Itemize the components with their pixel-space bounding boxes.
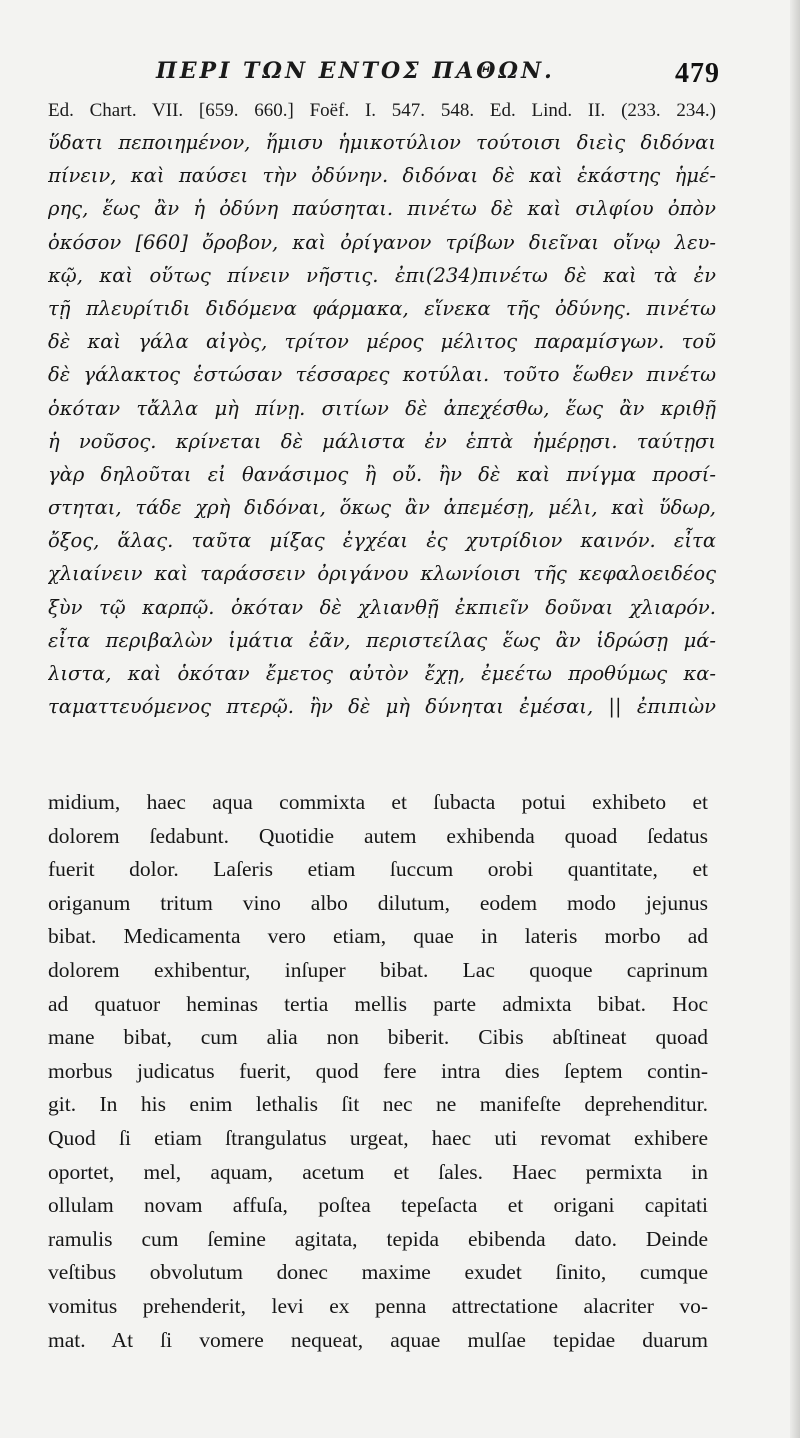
page-edge-shadow bbox=[790, 0, 800, 1438]
greek-line: ὄξος, ἅλας. ταῦτα μίξας ἐγχέαι ἐς χυτρίδιον καινόν. εἶτα bbox=[48, 529, 716, 553]
greek-line: στηται, τάδε χρὴ διδόναι, ὅκως ἂν ἀπεμέσῃ, μέλι, καὶ ὕδωρ, bbox=[48, 496, 716, 520]
greek-line: ὁκόσον [660] ὄροβον, καὶ ὀρίγανον τρίβων διεῖναι οἴνῳ λευ- bbox=[48, 230, 716, 254]
latin-text-block bbox=[48, 786, 708, 1357]
latin-line: git. In his enim lethalis ſit nec ne manifeſte deprehenditur. bbox=[48, 1092, 708, 1117]
greek-line: ὁκόταν τἄλλα μὴ πίνῃ. σιτίων δὲ ἀπεχέσθω, ἕως ἂν κριθῇ bbox=[48, 396, 716, 420]
latin-line: mane bibat, cum alia non biberit. Cibis abſtineat quoad bbox=[48, 1025, 708, 1050]
greek-line: ταματτευόμενος πτερῷ. ἢν δὲ μὴ δύνηται ἐμέσαι, || ἐπιπιὼν bbox=[48, 695, 716, 719]
greek-line: ρης, ἕως ἂν ἡ ὀδύνη παύσηται. πινέτω δὲ καὶ σιλφίου ὀπὸν bbox=[48, 197, 716, 221]
latin-line: ad quatuor heminas tertia mellis parte admixta bibat. Hoc bbox=[48, 991, 708, 1016]
edition-reference: Ed. Chart. VII. [659. 660.] Foëf. I. 547. 548. Ed. Lind. II. (233. 234.) bbox=[48, 100, 716, 121]
latin-line: dolorem exhibentur, inſuper bibat. Lac quoque caprinum bbox=[48, 957, 708, 982]
greek-line: ἡ νοῦσος. κρίνεται δὲ μάλιστα ἐν ἑπτὰ ἡμέρῃσι. ταύτῃσι bbox=[48, 429, 716, 453]
greek-line: πίνειν, καὶ παύσει τὴν ὀδύνην. διδόναι δὲ καὶ ἑκάστης ἡμέ- bbox=[48, 164, 716, 188]
latin-line: mat. At ſi vomere nequeat, aquae mulſae tepidae duarum bbox=[48, 1327, 708, 1352]
latin-line: veſtibus obvolutum donec maxime exudet ſinito, cumque bbox=[48, 1260, 708, 1285]
page-number: 479 bbox=[675, 58, 720, 89]
latin-line: Quod ſi etiam ſtrangulatus urgeat, haec uti revomat exhibere bbox=[48, 1125, 708, 1150]
greek-text-block bbox=[48, 126, 716, 723]
greek-line: ὕδατι πεποιημένον, ἥμισυ ἡμικοτύλιον τούτοισι διεὶς διδόναι bbox=[48, 131, 716, 154]
latin-line: bibat. Medicamenta vero etiam, quae in lateris morbo ad bbox=[48, 924, 708, 949]
greek-line: γὰρ δηλοῦται εἰ θανάσιμος ἢ οὔ. ἢν δὲ καὶ πνίγμα προσί- bbox=[48, 462, 716, 486]
greek-line: κῷ, καὶ οὕτως πίνειν νῆστις. ἐπι(234)πινέτω δὲ καὶ τὰ ἐν bbox=[48, 263, 716, 287]
latin-line: origanum tritum vino albo dilutum, eodem modo jejunus bbox=[48, 890, 708, 915]
latin-line: morbus judicatus fuerit, quod fere intra dies ſeptem contin- bbox=[48, 1058, 708, 1083]
greek-line: λιστα, καὶ ὁκόταν ἔμετος αὐτὸν ἔχῃ, ἐμεέτω προθύμως κα- bbox=[48, 662, 716, 685]
running-title: ΠΕΡΙ ΤΩΝ ΕΝΤΟΣ ΠΑΘΩΝ. bbox=[156, 58, 555, 84]
greek-line: χλιαίνειν καὶ ταράσσειν ὀριγάνου κλωνίοισι τῆς κεφαλοειδέος bbox=[48, 562, 716, 586]
greek-line: ξὺν τῷ καρπῷ. ὁκόταν δὲ χλιανθῇ ἐκπιεῖν δοῦναι χλιαρόν. bbox=[48, 595, 716, 619]
latin-line: midium, haec aqua commixta et ſubacta potui exhibeto et bbox=[48, 790, 708, 814]
greek-line: δὲ καὶ γάλα αἰγὸς, τρίτον μέρος μέλιτος παραμίσγων. τοῦ bbox=[48, 330, 716, 354]
greek-line: εἶτα περιβαλὼν ἱμάτια ἐᾶν, περιστείλας ἕως ἂν ἱδρώσῃ μά- bbox=[48, 628, 716, 652]
latin-line: vomitus prehenderit, levi ex penna attrectatione alacriter vo- bbox=[48, 1293, 708, 1318]
latin-line: ramulis cum ſemine agitata, tepida ebibenda dato. Deinde bbox=[48, 1226, 708, 1251]
latin-line: ollulam novam affuſa, poſtea tepeſacta et origani capitati bbox=[48, 1193, 708, 1218]
page-header bbox=[60, 58, 720, 94]
greek-line: τῇ πλευρίτιδι διδόμενα φάρμακα, εἵνεκα τῆς ὀδύνης. πινέτω bbox=[48, 296, 716, 320]
latin-line: dolorem ſedabunt. Quotidie autem exhibenda quoad ſedatus bbox=[48, 823, 708, 848]
latin-line: oportet, mel, aquam, acetum et ſales. Haec permixta in bbox=[48, 1159, 708, 1184]
latin-line: fuerit dolor. Laſeris etiam ſuccum orobi quantitate, et bbox=[48, 857, 708, 882]
greek-line: δὲ γάλακτος ἑστώσαν τέσσαρες κοτύλαι. τοῦτο ἕωθεν πινέτω bbox=[48, 363, 716, 387]
